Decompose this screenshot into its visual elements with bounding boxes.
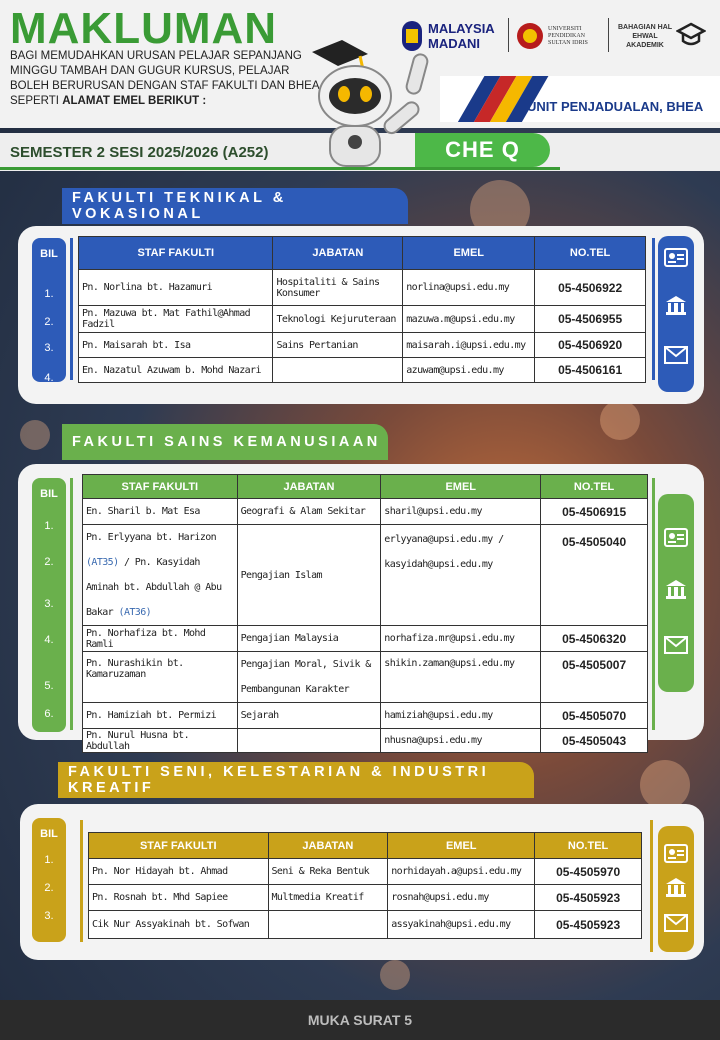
staf-name-b: Pn. Kasyidah Aminah bt. Abdullah @ Abu Bakar <box>86 557 222 618</box>
intro-text <box>10 49 320 109</box>
section-title-fakulti-teknikal: FAKULTI TEKNIKAL & VOKASIONAL <box>62 188 408 224</box>
table-row <box>83 729 648 753</box>
staf-name: Pn. Norhafiza bt. Mohd Ramli <box>83 626 238 652</box>
staf-name: Pn. Norlina bt. Hazamuri <box>79 270 273 306</box>
upsi-logo <box>516 14 604 58</box>
table-row <box>83 626 648 652</box>
staf-name: Pn. Erlyyana bt. Harizon (AT35) / Pn. Kasyidah Aminah bt. Abdullah @ Abu Bakar (AT36) <box>83 525 238 626</box>
phone: 05-4506922 <box>535 270 646 306</box>
email: rosnah@upsi.edu.my <box>388 885 535 911</box>
akademik-text: BAHAGIAN HAL EHWAL AKADEMIK <box>617 23 673 49</box>
bil-header: BIL <box>40 248 58 260</box>
panel-fakulti-sains-kemanusiaan <box>18 464 704 752</box>
staf-name: Pn. Maisarah bt. Isa <box>79 333 273 358</box>
bil-number: 3. <box>44 910 54 922</box>
jabatan: Pengajian Islam <box>237 525 381 626</box>
bokeh-decoration <box>380 960 410 990</box>
id-card-icon <box>664 842 688 864</box>
col-tel: NO.TEL <box>535 237 646 270</box>
email: nhusna@upsi.edu.my <box>381 729 541 753</box>
phone: 05-4505040 <box>541 525 648 626</box>
email: hamiziah@upsi.edu.my <box>381 703 541 729</box>
table-row <box>79 306 646 333</box>
jabatan <box>237 729 381 753</box>
jabatan: Multmedia Kreatif <box>268 885 388 911</box>
email: maisarah.i@upsi.edu.my <box>403 333 535 358</box>
upsi-text: UNIVERSITI PENDIDIKAN SULTAN IDRIS <box>548 25 588 46</box>
building-icon <box>664 294 688 316</box>
table-header-row <box>83 475 648 499</box>
che-q-badge: CHE Q <box>415 133 550 167</box>
staff-table-sains-kemanusiaan <box>82 474 648 753</box>
bil-number: 2. <box>44 882 54 894</box>
col-jabatan: JABATAN <box>273 237 403 270</box>
bil-number: 1. <box>44 854 54 866</box>
envelope-icon <box>664 344 688 366</box>
jabatan: Geografi & Alam Sekitar <box>237 499 381 525</box>
staf-name: Pn. Nurul Husna bt. Abdullah <box>83 729 238 753</box>
bokeh-decoration <box>20 420 50 450</box>
akademik-logo <box>614 14 710 58</box>
phone: 05-4505070 <box>541 703 648 729</box>
email: norhafiza.mr@upsi.edu.my <box>381 626 541 652</box>
col-emel: EMEL <box>381 475 541 499</box>
bil-header: BIL <box>40 488 58 500</box>
icon-column <box>658 826 694 952</box>
email-a: erlyyana@upsi.edu.my / <box>384 534 504 545</box>
bil-number: 2. <box>44 316 54 328</box>
col-emel: EMEL <box>388 833 535 859</box>
phone: 05-4505923 <box>535 885 642 911</box>
jabatan <box>268 911 388 939</box>
bokeh-decoration <box>640 760 690 810</box>
col-tel: NO.TEL <box>541 475 648 499</box>
phone: 05-4506161 <box>535 358 646 383</box>
col-jabatan: JABATAN <box>268 833 388 859</box>
divider <box>70 478 73 730</box>
col-emel: EMEL <box>403 237 535 270</box>
staf-name: Pn. Hamiziah bt. Permizi <box>83 703 238 729</box>
staf-name: Pn. Rosnah bt. Mhd Sapiee <box>89 885 269 911</box>
email-b: kasyidah@upsi.edu.my <box>384 559 493 570</box>
jabatan: Sains Pertanian <box>273 333 403 358</box>
building-icon <box>664 876 688 898</box>
bil-column <box>32 238 66 382</box>
table-row <box>83 499 648 525</box>
staf-name-a: Pn. Erlyyana bt. Harizon <box>86 532 217 543</box>
envelope-icon <box>664 912 688 934</box>
semester-label: SEMESTER 2 SESI 2025/2026 (A252) <box>10 144 269 161</box>
table-row <box>79 270 646 306</box>
intro-bold: ALAMAT EMEL BERIKUT : <box>62 95 207 107</box>
envelope-icon <box>664 634 688 656</box>
id-card-icon <box>664 526 688 548</box>
jabatan: Sejarah <box>237 703 381 729</box>
staf-name: Pn. Nurashikin bt. Kamaruzaman <box>83 652 238 703</box>
panel-fakulti-teknikal <box>18 226 704 404</box>
bil-number: 3. <box>44 342 54 354</box>
table-row <box>83 703 648 729</box>
phone: 05-4506915 <box>541 499 648 525</box>
col-staf: STAF FAKULTI <box>79 237 273 270</box>
table-row <box>89 859 642 885</box>
staf-name: Pn. Nor Hidayah bt. Ahmad <box>89 859 269 885</box>
phone: 05-4506320 <box>541 626 648 652</box>
table-row <box>79 333 646 358</box>
panel-fakulti-seni <box>20 804 704 960</box>
icon-column <box>658 494 694 692</box>
jabatan: Teknologi Kejuruteraan <box>273 306 403 333</box>
bil-column <box>32 818 66 942</box>
jabatan: Pengajian Malaysia <box>237 626 381 652</box>
email: norhidayah.a@upsi.edu.my <box>388 859 535 885</box>
table-row <box>83 525 648 626</box>
email: shikin.zaman@upsi.edu.my <box>381 652 541 703</box>
col-staf: STAF FAKULTI <box>83 475 238 499</box>
intro-body: BAGI MEMUDAHKAN URUSAN PELAJAR SEPANJANG MINGGU TAMBAH DAN GUGUR KURSUS, PELAJAR BOLEH BERURUSAN DENGAN STAF FAKULTI DAN BHEA SEPERTI <box>10 50 319 107</box>
table-row <box>89 885 642 911</box>
divider <box>608 18 609 52</box>
bil-number: 6. <box>44 708 54 720</box>
divider <box>652 478 655 730</box>
staff-table-teknikal <box>78 236 646 383</box>
page-footer: MUKA SURAT 5 <box>0 1000 720 1040</box>
table-header-row <box>79 237 646 270</box>
jabatan <box>273 358 403 383</box>
phone: 05-4505970 <box>535 859 642 885</box>
bil-number: 5. <box>44 680 54 692</box>
robot-mascot-icon <box>300 34 450 174</box>
phone: 05-4505007 <box>541 652 648 703</box>
email: azuwam@upsi.edu.my <box>403 358 535 383</box>
email: mazuwa.m@upsi.edu.my <box>403 306 535 333</box>
table-row <box>79 358 646 383</box>
col-jabatan: JABATAN <box>237 475 381 499</box>
divider <box>80 820 83 942</box>
table-header-row <box>89 833 642 859</box>
divider <box>652 238 655 380</box>
phone: 05-4506920 <box>535 333 646 358</box>
building-icon <box>664 578 688 600</box>
staf-tag-a: (AT35) <box>86 557 119 568</box>
id-card-icon <box>664 246 688 268</box>
section-title-fakulti-sains-kemanusiaan: FAKULTI SAINS KEMANUSIAAN <box>62 424 388 460</box>
bil-number: 2. <box>44 556 54 568</box>
divider <box>650 820 653 952</box>
jabatan: Pengajian Moral, Sivik & Pembangunan Karakter <box>237 652 381 703</box>
table-row <box>89 911 642 939</box>
bil-number: 1. <box>44 520 54 532</box>
phone: 05-4505923 <box>535 911 642 939</box>
phone: 05-4505043 <box>541 729 648 753</box>
unit-label: UNIT PENJADUALAN, BHEA <box>527 99 704 114</box>
staf-tag-b: (AT36) <box>118 607 152 618</box>
bil-header: BIL <box>40 828 58 840</box>
table-row <box>83 652 648 703</box>
staff-table-seni <box>88 832 642 939</box>
bil-number: 4. <box>44 372 54 384</box>
madani-text: MALAYSIA MADANI <box>428 21 495 51</box>
icon-column <box>658 236 694 392</box>
email: sharil@upsi.edu.my <box>381 499 541 525</box>
jabatan: Hospitaliti & Sains Konsumer <box>273 270 403 306</box>
semester-underline <box>0 167 560 170</box>
bil-column <box>32 478 66 732</box>
upsi-crest-icon <box>516 22 544 50</box>
page-title: MAKLUMAN <box>10 4 278 53</box>
bil-number: 3. <box>44 598 54 610</box>
staf-name: En. Sharil b. Mat Esa <box>83 499 238 525</box>
section-title-fakulti-seni: FAKULTI SENI, KELESTARIAN & INDUSTRI KREATIF <box>58 762 534 798</box>
email: assyakinah@upsi.edu.my <box>388 911 535 939</box>
graduation-cap-icon <box>676 21 706 51</box>
staf-name: Pn. Mazuwa bt. Mat Fathil@Ahmad Fadzil <box>79 306 273 333</box>
email <box>381 525 541 626</box>
email: norlina@upsi.edu.my <box>403 270 535 306</box>
divider <box>70 238 73 380</box>
bokeh-decoration <box>600 400 640 440</box>
phone: 05-4506955 <box>535 306 646 333</box>
divider <box>508 18 509 52</box>
staf-name: Cik Nur Assyakinah bt. Sofwan <box>89 911 269 939</box>
staf-name: En. Nazatul Azuwam b. Mohd Nazari <box>79 358 273 383</box>
jabatan: Seni & Reka Bentuk <box>268 859 388 885</box>
col-tel: NO.TEL <box>535 833 642 859</box>
bil-number: 4. <box>44 634 54 646</box>
col-staf: STAF FAKULTI <box>89 833 269 859</box>
bil-number: 1. <box>44 288 54 300</box>
